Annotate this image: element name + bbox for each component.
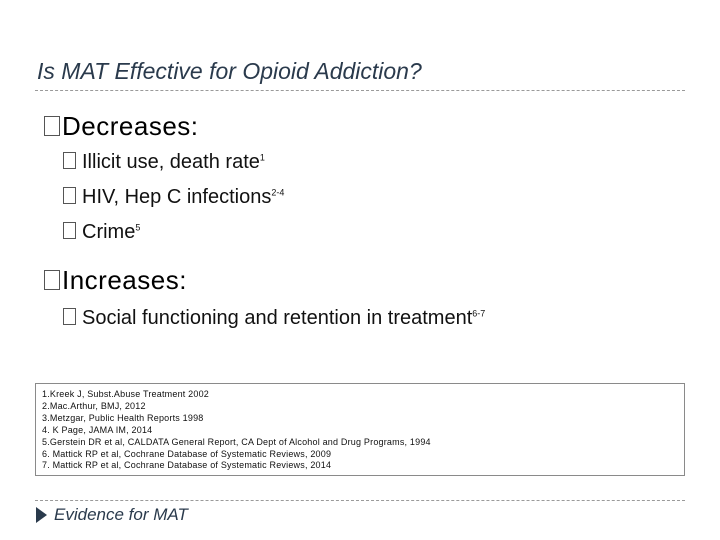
references-box <box>35 383 685 476</box>
list-item-social-functioning <box>63 307 485 330</box>
section-heading-decreases <box>44 111 199 142</box>
footer-label: Evidence for MAT <box>54 505 188 524</box>
section-heading-label: Decreases <box>62 111 191 141</box>
section-heading-colon: : <box>179 265 187 295</box>
bullet-box-icon <box>63 187 76 204</box>
citation-superscript: 2-4 <box>271 187 285 198</box>
reference-item: 3.Metzgar, Public Health Reports 1998 <box>42 412 204 423</box>
reference-item: 1.Kreek J, Subst.Abuse Treatment 2002 <box>42 389 209 399</box>
title-divider <box>35 90 685 91</box>
list-item-text: Illicit use, death rate <box>82 151 260 173</box>
reference-item: 6. Mattick RP et al, Cochrane Database of Systematic Reviews, 2009 <box>42 448 332 459</box>
citation-superscript: 6-7 <box>472 308 486 319</box>
citation-superscript: 5 <box>135 222 141 233</box>
bullet-box-icon <box>63 308 76 325</box>
footer-divider <box>35 500 685 501</box>
reference-item: 7. Mattick RP et al, Cochrane Database of Systematic Reviews, 2014 <box>42 460 332 471</box>
list-item-hiv-hepc <box>63 186 284 209</box>
section-heading-colon: : <box>190 111 199 141</box>
reference-item: 4. K Page, JAMA IM, 2014 <box>42 424 153 435</box>
triangle-right-icon <box>36 507 47 523</box>
bullet-box-icon <box>63 152 76 169</box>
section-heading-label: Increases <box>62 265 180 295</box>
bullet-box-icon <box>44 116 60 136</box>
list-item-text: Crime <box>82 221 136 243</box>
section-heading-increases <box>44 265 187 296</box>
citation-superscript: 1 <box>259 152 265 163</box>
list-item-illicit-use <box>63 151 265 174</box>
bullet-box-icon <box>63 222 76 239</box>
bullet-box-icon <box>44 270 60 290</box>
list-item-text: Social functioning and retention in treatment <box>82 307 473 329</box>
list-item-crime <box>63 221 140 244</box>
list-item-text: HIV, Hep C infections <box>82 186 272 208</box>
reference-item: 2.Mac.Arthur, BMJ, 2012 <box>42 400 146 411</box>
reference-item: 5.Gerstein DR et al, CALDATA General Report, CA Dept of Alcohol and Drug Programs, 1994 <box>42 436 431 447</box>
slide-title: Is MAT Effective for Opioid Addiction? <box>37 58 422 84</box>
